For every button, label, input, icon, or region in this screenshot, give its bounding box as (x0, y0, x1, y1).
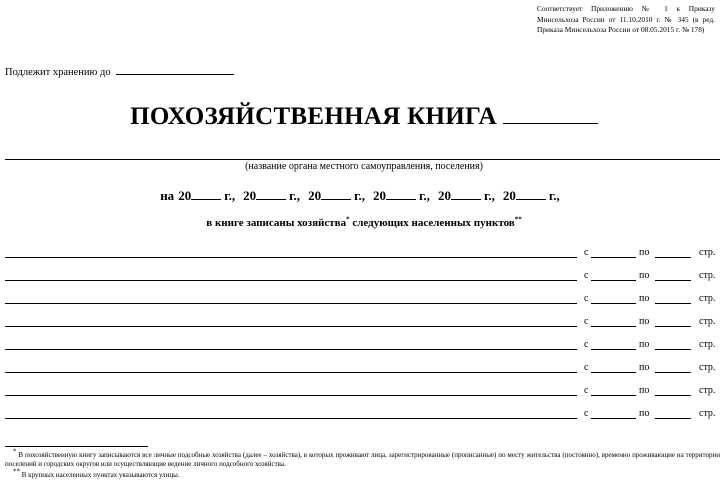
from-label: с (584, 270, 589, 281)
settlement-row (5, 336, 720, 350)
year-slot (308, 188, 365, 203)
year-stub: 20 (373, 188, 386, 203)
settlement-name-line (5, 395, 577, 396)
year-blank (516, 188, 546, 200)
footnote-mark-1: * (346, 215, 350, 224)
to-label: по (639, 385, 650, 396)
year-slot (243, 188, 300, 203)
to-page-blank (655, 395, 691, 396)
storage-label: Подлежит хранению до (5, 67, 111, 78)
footnote-separator (5, 446, 148, 447)
years-line (0, 188, 728, 204)
year-blank (451, 188, 481, 200)
book-number-blank (503, 103, 598, 124)
to-page-blank (655, 418, 691, 419)
pages-label: стр. (699, 316, 716, 327)
recorded-text: в книге записаны хозяйства (206, 217, 347, 229)
to-label: по (639, 316, 650, 327)
years-prefix: на (160, 188, 175, 203)
org-name-caption: (название органа местного самоуправления, поселения) (245, 161, 483, 172)
year-slot (503, 188, 560, 203)
from-page-blank (591, 349, 636, 350)
to-label: по (639, 293, 650, 304)
to-page-blank (655, 257, 691, 258)
footnote-2-mark: ** (13, 467, 20, 476)
from-page-blank (591, 395, 636, 396)
year-stub: 20 (502, 188, 516, 203)
storage-period (5, 65, 234, 78)
pages-label: стр. (699, 247, 716, 258)
settlement-name-line (5, 418, 577, 419)
from-label: с (584, 385, 589, 396)
from-page-blank (591, 326, 636, 327)
year-suffix: г., (548, 188, 560, 203)
pages-label: стр. (699, 293, 716, 304)
settlement-row (5, 382, 720, 396)
footnote-2-text: В крупных населенных пунктах указываются улицы. (21, 471, 180, 479)
to-page-blank (655, 326, 691, 327)
to-label: по (639, 339, 650, 350)
year-suffix: г., (289, 188, 301, 203)
settlement-name-line (5, 326, 577, 327)
pages-label: стр. (699, 339, 716, 350)
settlement-name-line (5, 303, 577, 304)
pages-label: стр. (699, 408, 716, 419)
from-label: с (584, 339, 589, 350)
from-page-blank (591, 280, 636, 281)
settlement-name-line (5, 372, 577, 373)
pages-label: стр. (699, 362, 716, 373)
to-label: по (639, 270, 650, 281)
from-page-blank (591, 257, 636, 258)
year-suffix: г., (354, 188, 365, 203)
settlement-row (5, 359, 720, 373)
settlement-name-line (5, 257, 577, 258)
year-suffix: г., (483, 188, 495, 203)
recorded-settlements-heading (0, 217, 728, 229)
from-label: с (584, 247, 589, 258)
title-text: ПОХОЗЯЙСТВЕННАЯ КНИГА (130, 103, 497, 130)
page-title (0, 103, 728, 131)
pages-label: стр. (699, 270, 716, 281)
footnote-2 (5, 467, 720, 480)
settlement-name-line (5, 280, 577, 281)
from-label: с (584, 293, 589, 304)
year-blank (191, 188, 221, 200)
to-page-blank (655, 303, 691, 304)
to-label: по (639, 362, 650, 373)
year-blank (386, 188, 416, 200)
year-slot (373, 188, 430, 203)
year-suffix: г., (419, 188, 430, 203)
compliance-note: Соответствует Приложению № 1 к Приказу Минсельхоза России от 11.10.2010 г. № 345 (в ред. Приказа Минсельхоза России от 08.05.2015 г. № 178) (537, 4, 715, 35)
settlement-row (5, 267, 720, 281)
year-stub: 20 (437, 188, 451, 203)
footnote-1-mark: * (13, 447, 17, 456)
from-page-blank (591, 303, 636, 304)
year-slot (178, 188, 235, 203)
from-label: с (584, 408, 589, 419)
year-blank (256, 188, 286, 200)
to-page-blank (655, 349, 691, 350)
from-label: с (584, 316, 589, 327)
to-label: по (639, 247, 650, 258)
from-page-blank (591, 418, 636, 419)
from-label: с (584, 362, 589, 373)
recorded-text-2: следующих населенных пунктов (352, 217, 515, 229)
year-stub: 20 (308, 188, 322, 203)
settlement-row (5, 405, 720, 419)
footnote-mark-2: ** (514, 215, 522, 224)
settlement-row (5, 313, 720, 327)
year-suffix: г., (224, 188, 236, 203)
settlement-row (5, 244, 720, 258)
footnote-1-text: В похозяйственную книгу записываются все личные подсобные хозяйства (далее – хозяйства), в которых проживают лица, зарегистрированные (прописанные) по месту жительства (постоянно), временно проживающие на территории поселений и городских округов или осуществляющие ведение личного подсобного хозяйства. (5, 451, 721, 468)
pages-label: стр. (699, 385, 716, 396)
settlement-row (5, 290, 720, 304)
year-stub: 20 (243, 188, 257, 203)
year-slot (438, 188, 495, 203)
from-page-blank (591, 372, 636, 373)
storage-date-blank (116, 65, 234, 75)
year-blank (321, 188, 351, 200)
footnote-1 (5, 447, 721, 469)
to-page-blank (655, 372, 691, 373)
to-page-blank (655, 280, 691, 281)
org-name-line (5, 159, 720, 160)
to-label: по (639, 408, 650, 419)
year-stub: 20 (178, 188, 192, 203)
settlement-name-line (5, 349, 577, 350)
